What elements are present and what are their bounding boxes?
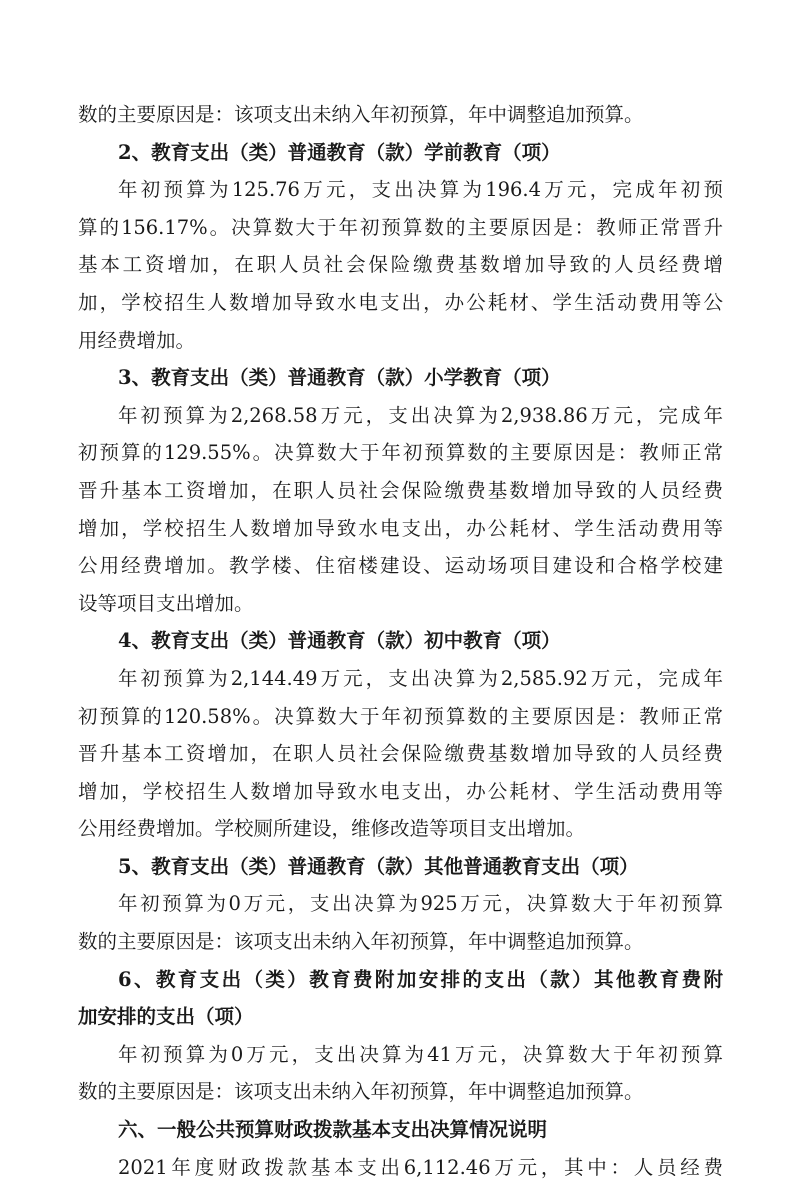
section-heading: 4、教育支出（类）普通教育（款）初中教育（项）	[118, 629, 561, 653]
text-line: 设等项目支出增加。	[78, 591, 254, 615]
paragraph-start: 年初预算为2,144.49万元，支出决算为2,585.92万元，完成年	[118, 666, 723, 690]
section-heading: 6、教育支出（类）教育费附加安排的支出（款）其他教育费附	[118, 967, 723, 991]
text-line: 晋升基本工资增加，在职人员社会保险缴费基数增加导致的人员经费	[78, 742, 723, 766]
text-line: 增加，学校招生人数增加导致水电支出，办公耗材、学生活动费用等	[78, 779, 723, 803]
text-line: 公用经费增加。学校厕所建设，维修改造等项目支出增加。	[78, 817, 586, 841]
text-line: 数的主要原因是：该项支出未纳入年初预算，年中调整追加预算。	[78, 1080, 644, 1104]
text-line: 公用经费增加。教学楼、住宿楼建设、运动场项目建设和合格学校建	[78, 554, 723, 578]
text-line: 算的156.17%。决算数大于年初预算数的主要原因是：教师正常晋升	[78, 215, 723, 239]
section-heading: 六、一般公共预算财政拨款基本支出决算情况说明	[118, 1118, 548, 1142]
text-line: 初预算的129.55%。决算数大于年初预算数的主要原因是：教师正常	[78, 441, 723, 465]
text-line: 数的主要原因是：该项支出未纳入年初预算，年中调整追加预算。	[78, 103, 644, 126]
paragraph-start: 年初预算为0万元，支出决算为41万元，决算数大于年初预算	[118, 1042, 723, 1066]
paragraph-start: 年初预算为0万元，支出决算为925万元，决算数大于年初预算	[118, 892, 723, 916]
text-line: 增加，学校招生人数增加导致水电支出，办公耗材、学生活动费用等	[78, 516, 723, 540]
paragraph-start: 年初预算为2,268.58万元，支出决算为2,938.86万元，完成年	[118, 403, 723, 427]
text-line: 晋升基本工资增加，在职人员社会保险缴费基数增加导致的人员经费	[78, 478, 723, 502]
paragraph-start: 2021年度财政拨款基本支出6,112.46万元，其中：人员经费	[118, 1155, 723, 1179]
paragraph-start: 年初预算为125.76万元，支出决算为196.4万元，完成年初预	[118, 178, 723, 202]
section-heading: 加安排的支出（项）	[78, 1005, 254, 1029]
text-line: 加，学校招生人数增加导致水电支出，办公耗材、学生活动费用等公	[78, 290, 723, 314]
body-text	[78, 96, 723, 1186]
text-line: 基本工资增加，在职人员社会保险缴费基数增加导致的人员经费增	[78, 253, 723, 277]
text-line: 初预算的120.58%。决算数大于年初预算数的主要原因是：教师正常	[78, 704, 723, 728]
text-line: 数的主要原因是：该项支出未纳入年初预算，年中调整追加预算。	[78, 930, 644, 954]
text-line: 用经费增加。	[78, 328, 196, 352]
section-heading: 5、教育支出（类）普通教育（款）其他普通教育支出（项）	[118, 854, 639, 878]
section-heading: 3、教育支出（类）普通教育（款）小学教育（项）	[118, 366, 561, 390]
section-heading: 2、教育支出（类）普通教育（款）学前教育（项）	[118, 140, 561, 164]
